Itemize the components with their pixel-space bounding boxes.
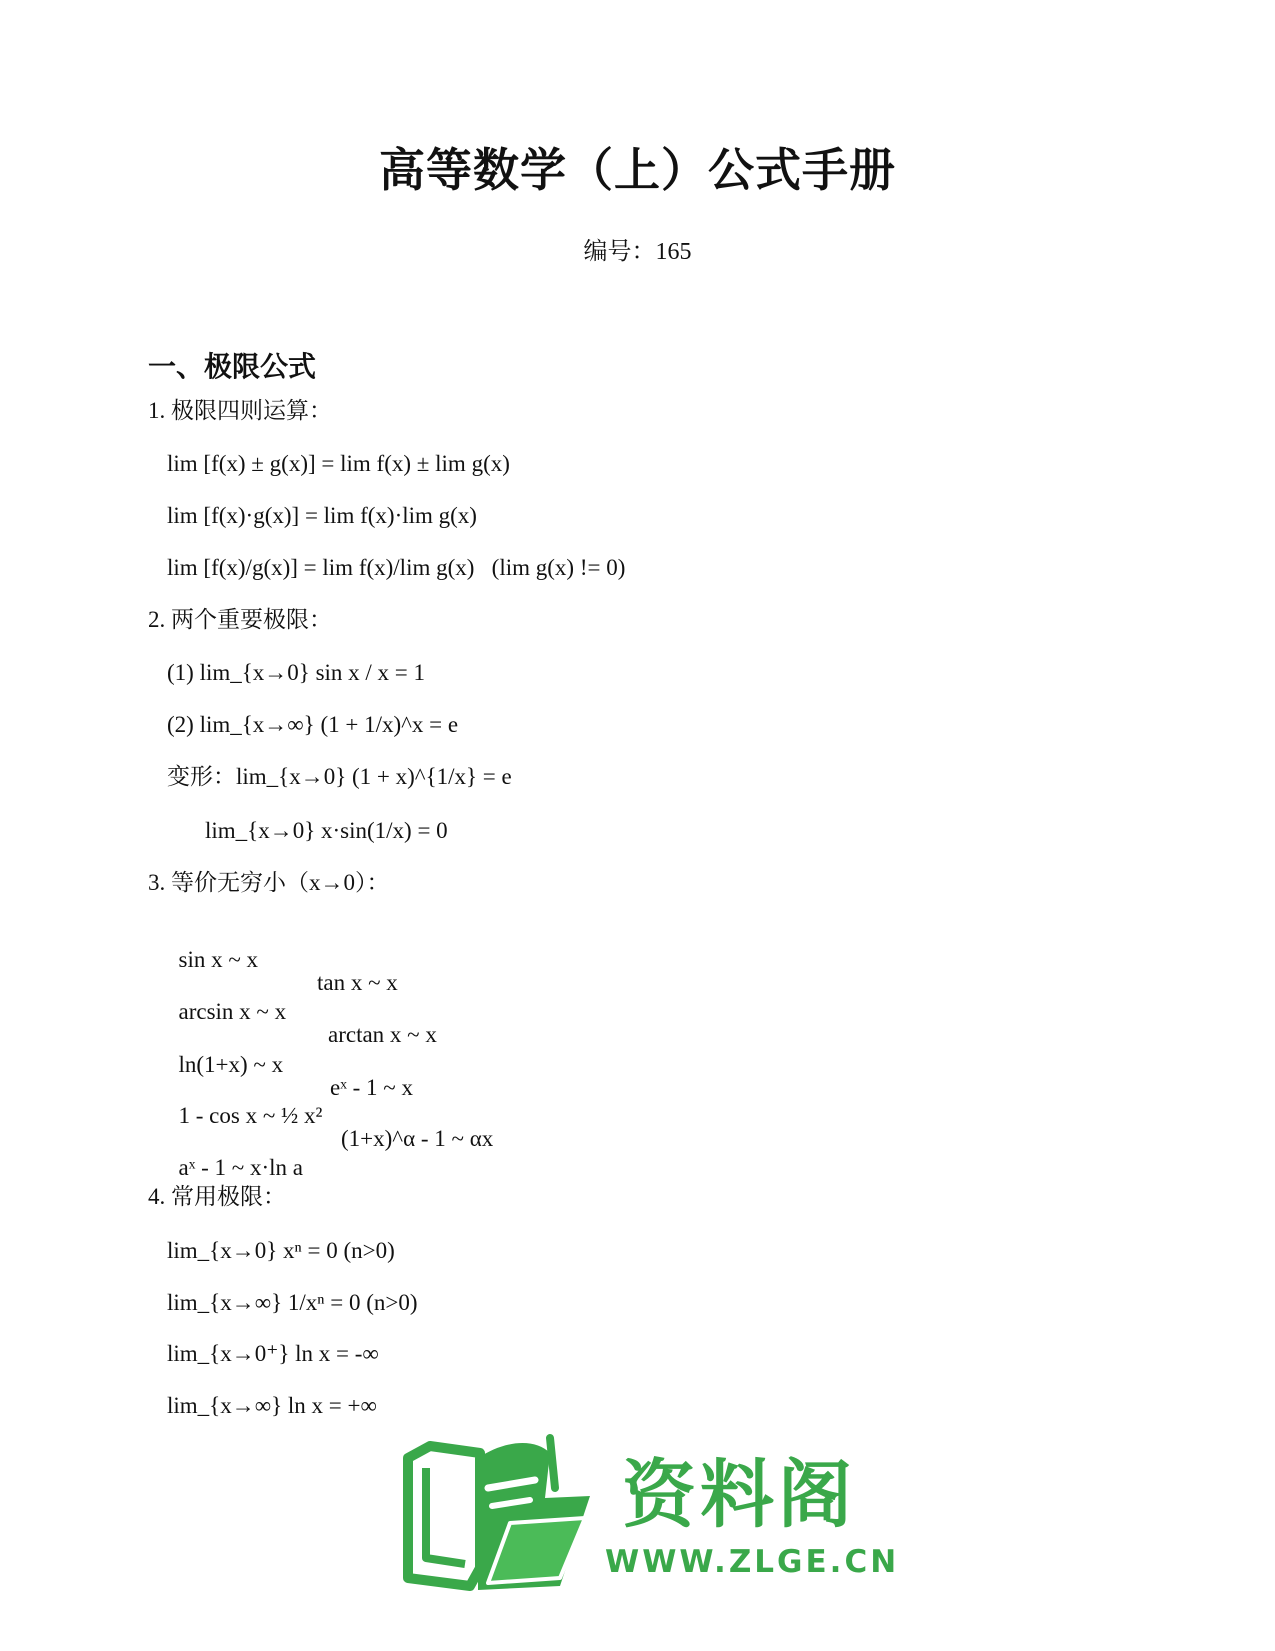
equivalence-item: arcsin x ~ x [178, 999, 287, 1024]
formula-line: (2) lim_{x→∞} (1 + 1/x)^x = e [167, 712, 459, 737]
equivalence-item: 1 - cos x ~ ½ x² [178, 1103, 323, 1128]
watermark-url: WWW.ZLGE.CN [605, 1544, 900, 1580]
subsection-label: 1. 极限四则运算： [148, 398, 332, 423]
subsection-label: 4. 常用极限： [148, 1184, 286, 1209]
formula-line: lim_{x→0} xⁿ = 0 (n>0) [167, 1238, 395, 1263]
equivalence-item: aˣ - 1 ~ x·ln a [178, 1155, 303, 1180]
formula-line: lim_{x→∞} ln x = +∞ [167, 1393, 377, 1418]
equivalence-item: tan x ~ x [317, 970, 398, 995]
book-logo-icon [400, 1428, 600, 1598]
formula-line: lim [f(x) ± g(x)] = lim f(x) ± lim g(x) [167, 451, 510, 476]
equivalence-item: eˣ - 1 ~ x [330, 1075, 413, 1100]
section-heading: 一、极限公式 [148, 352, 317, 383]
formula-line: 变形：lim_{x→0} (1 + x)^{1/x} = e [167, 764, 512, 789]
equivalence-item: sin x ~ x [178, 947, 259, 972]
equivalence-item: arctan x ~ x [328, 1022, 437, 1047]
equivalence-item: ln(1+x) ~ x [178, 1052, 284, 1077]
formula-line: lim_{x→0} x·sin(1/x) = 0 [205, 818, 448, 843]
watermark-brand: 资料阁 [622, 1452, 856, 1538]
formula-line: lim_{x→0⁺} ln x = -∞ [167, 1341, 379, 1366]
page-title: 高等数学（上）公式手册 [379, 145, 896, 196]
subsection-label: 2. 两个重要极限： [148, 607, 332, 632]
equivalence-row [167, 1133, 303, 1179]
subsection-label: 3. 等价无穷小（x→0）： [148, 870, 390, 895]
formula-line: lim [f(x)/g(x)] = lim f(x)/lim g(x) (lim g(x) != 0) [167, 555, 626, 580]
formula-line: lim [f(x)·g(x)] = lim f(x)·lim g(x) [167, 503, 477, 528]
formula-line: lim_{x→∞} 1/xⁿ = 0 (n>0) [167, 1290, 418, 1315]
document-number: 编号：165 [583, 239, 692, 265]
equivalence-item: (1+x)^α - 1 ~ αx [341, 1126, 494, 1151]
formula-line: (1) lim_{x→0} sin x / x = 1 [167, 660, 426, 685]
